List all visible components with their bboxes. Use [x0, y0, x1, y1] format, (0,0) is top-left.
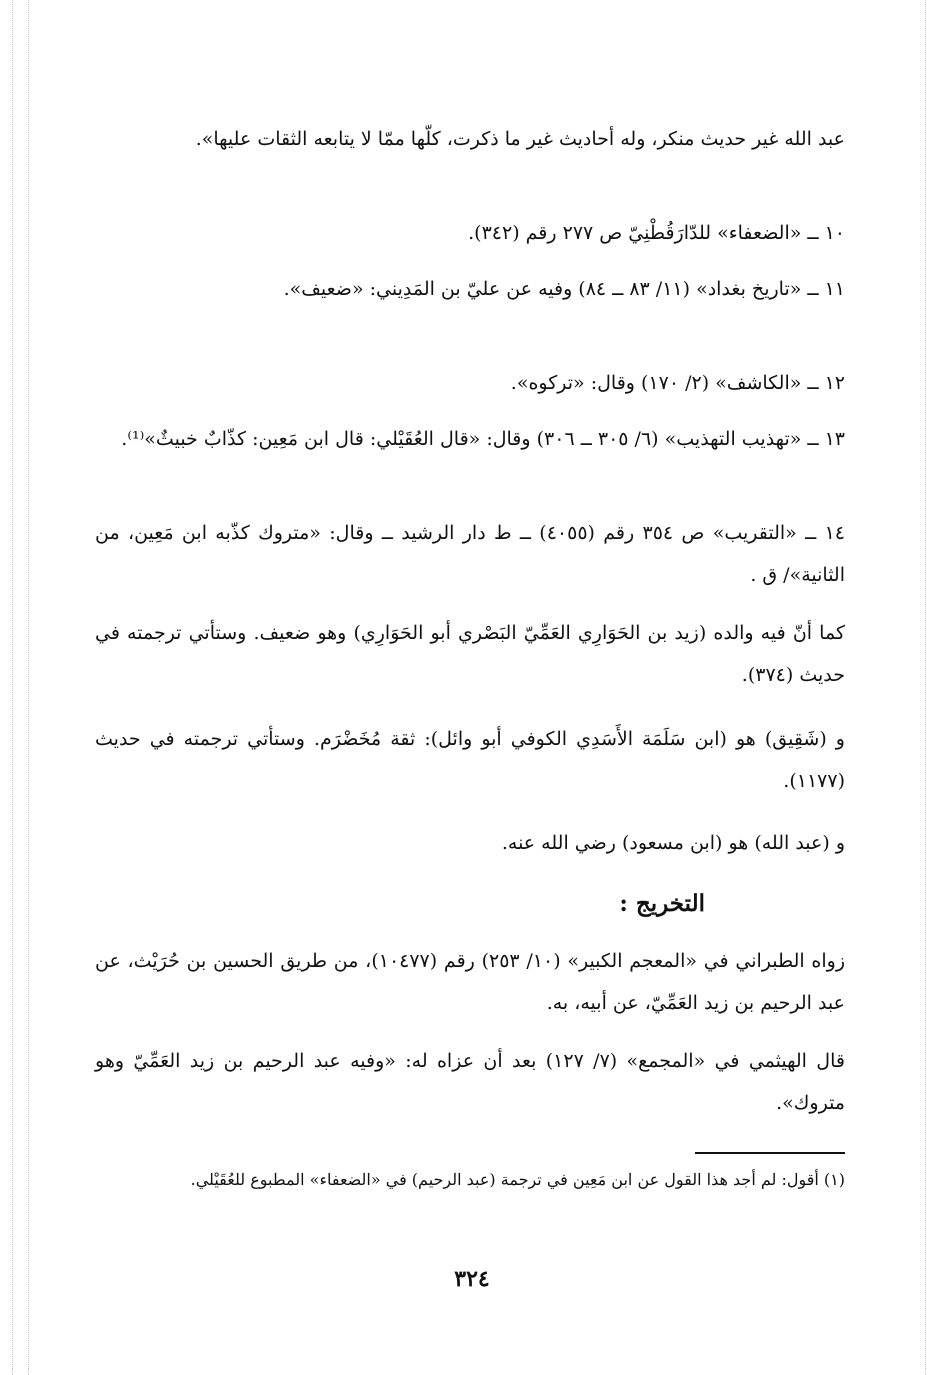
takhrij-paragraph: زواه الطبراني في «المعجم الكبير» (١٠/ ٢٥٣) رقم (١٠٤٧٧)، من طريق الحسين بن حُرَيْث، عن عبد الرحيم بن زيد العَمِّيّ، عن أبيه، به.	[95, 950, 845, 1014]
source-item-11: ١١ ــ «تاريخ بغداد» (١١/ ٨٣ ــ ٨٤) وفيه عن عليّ بن المَدِيني: «ضعيف».	[283, 278, 845, 300]
narrator-note-abdullah: و (عبد الله) هو (ابن مسعود) رضي الله عنه.	[501, 832, 845, 854]
narrator-note-father: كما أنّ فيه والده (زيد بن الحَوَارِي العَمِّيّ البَصْري أبو الحَوَارِي) وهو ضعيف. وستأتي ترجمته في حديث (٣٧٤).	[95, 622, 845, 686]
narrator-note-shaqiq: و (شَقِيق) هو (ابن سَلَمَة الأَسَدِي الكوفي أبو وائل): ثقة مُخَضْرَم. وستأتي ترجمته في حديث (١١٧٧).	[95, 728, 845, 792]
section-heading: التخريج :	[619, 890, 705, 917]
scan-edge-line	[925, 0, 926, 1375]
haythami-paragraph: قال الهيثمي في «المجمع» (٧/ ١٢٧) بعد أن عزاه له: «وفيه عبد الرحيم بن زيد العَمِّيّ وهو متروك».	[95, 1050, 845, 1114]
scan-edge-line	[12, 0, 13, 1375]
footnote: (١) أقول: لم أجد هذا القول عن ابن مَعِين في ترجمة (عبد الرحيم) في «الضعفاء» المطبوع للعُقَيْلي.	[190, 1170, 845, 1189]
source-item-14: ١٤ ــ «التقريب» ص ٣٥٤ رقم (٤٠٥٥) ــ ط دار الرشيد ــ وقال: «متروك كذّبه ابن مَعِين، من الثانية»/ ق .	[95, 522, 845, 586]
source-item-12: ١٢ ــ «الكاشف» (٢/ ١٧٠) وقال: «تركوه».	[510, 372, 845, 394]
scan-edge-line	[28, 0, 29, 1375]
footnote-divider	[695, 1152, 845, 1154]
source-item-10: ١٠ ــ «الضعفاء» للدّارَقُطْنِيّ ص ٢٧٧ رقم (٣٤٢).	[468, 222, 845, 244]
page-number: ٣٢٤	[454, 1266, 490, 1292]
body-paragraph-continuation: عبد الله غير حديث منكر، وله أحاديث غير ما ذكرت، كلّها ممّا لا يتابعه الثقات عليها».	[195, 128, 845, 150]
source-item-13: ١٣ ــ «تهذيب التهذيب» (٦/ ٣٠٥ ــ ٣٠٦) وقال: «قال العُقَيْلي: قال ابن مَعِين: كذّابٌ خبيثٌ»⁽¹⁾.	[121, 428, 845, 450]
